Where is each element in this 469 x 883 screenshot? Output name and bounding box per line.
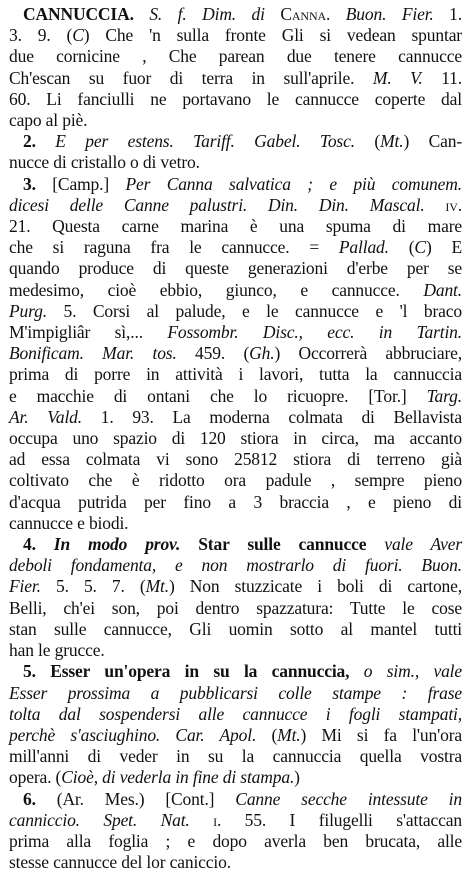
text-run: C [414, 237, 426, 258]
text-run: ad essa colmata vi sono 25812 stiora di terreno già [9, 449, 462, 470]
text-run: nucce di cristallo o di vetro. [9, 152, 200, 173]
text-line [9, 46, 462, 67]
text-run: Fier. [9, 576, 41, 597]
text-run: ( [388, 237, 415, 258]
text-run: CANNUCCIA. [23, 4, 150, 24]
text-line [9, 131, 462, 152]
text-run: vale Aver [366, 534, 462, 555]
text-run: M. V. [372, 67, 423, 88]
text-run: mill'anni di veder in su la cannuccia quella vostra [9, 746, 462, 767]
text-line [9, 174, 462, 195]
text-run: Esser un'opera in su la cannuccia, [50, 661, 350, 682]
text-run: canniccio. Spet. Nat. [9, 809, 190, 830]
text-run: che si raguna fra le cannucce. = [9, 237, 339, 258]
text-run: deboli fondamenta, e non mostrarlo di fuori. Buon. [9, 555, 462, 576]
text-line [9, 280, 462, 301]
text-run: Bonificam. Mar. tos. [9, 343, 177, 364]
text-run: Dant. [423, 279, 462, 300]
text-run: ) [294, 767, 300, 788]
text-run: ) Che 'n sulla fronte Gli si vedean spuntar [83, 25, 462, 46]
text-run: Mt. [277, 724, 301, 745]
text-run: 11. [422, 67, 462, 88]
text-run: Ar. Vald. [9, 406, 82, 427]
text-run: C [72, 25, 84, 46]
text-run: 3. 9. ( [9, 25, 73, 46]
text-run [190, 810, 213, 830]
text-run: 5. [23, 661, 51, 682]
text-run: Purg. [9, 300, 47, 321]
text-line [9, 619, 462, 640]
text-run: o sim., vale [349, 661, 462, 682]
text-line [9, 343, 462, 364]
text-run: occupa uno spazio di 120 stiora in circa, ma accanto [9, 428, 462, 449]
text-run: Canne secche intessute in [235, 788, 462, 809]
text-run: Gh. [249, 343, 275, 364]
text-line [9, 25, 462, 46]
text-run: 1. 93. La moderna colmata di Bellavista [81, 406, 462, 427]
text-run: ) Mi si fa l'un'ora [300, 724, 463, 745]
text-line [9, 746, 462, 767]
text-line [9, 407, 462, 428]
text-line [9, 555, 462, 576]
text-run: prima alla foglia ; e dopo averla ben brucata, alle [9, 830, 462, 851]
text-run: (Ar. Mes.) [Cont.] [56, 788, 236, 809]
text-line [9, 322, 462, 343]
text-run: 3. [23, 173, 53, 194]
text-line [9, 831, 462, 852]
text-run: perchè s'asciughino. Car. Apol. [9, 724, 257, 745]
text-line [9, 216, 462, 237]
text-run: 60. Li fanciulli ne portavano le cannucce coperte dal [9, 88, 462, 109]
text-line [9, 89, 462, 110]
text-run: Mt. [145, 576, 169, 597]
text-run: prima di porre in attività i lavori, tutta la cannuccia [9, 364, 462, 385]
text-run: Belli, ch'ei son, poi dentro spazzatura: Tutte le cose [9, 597, 462, 618]
text-run: capo al piè. [9, 110, 88, 131]
text-run: 1. [433, 4, 462, 24]
text-line [9, 68, 462, 89]
text-run: 5. Corsi al palude, e le cannucce e 'l braco [46, 300, 462, 321]
text-line [9, 237, 462, 258]
text-run: Per Canna salvatica ; e più comunem. [125, 173, 462, 194]
text-line [9, 386, 462, 407]
text-line [9, 258, 462, 279]
text-run: ) E [425, 237, 462, 258]
text-run: S. f. Dim. di [149, 4, 281, 24]
text-line [9, 470, 462, 491]
text-line [9, 492, 462, 513]
text-line [9, 704, 462, 725]
text-run: 459. ( [176, 343, 250, 364]
text-line [9, 4, 462, 25]
text-run: dicesi delle Canne palustri. Din. Din. Mascal. [9, 194, 425, 215]
text-run: medesimo, cioè ebbio, giunco, e cannucce. [9, 279, 424, 300]
text-run: E per estens. Tariff. Gabel. Tosc. [55, 131, 355, 152]
text-run: In modo prov. [53, 534, 181, 555]
text-line [9, 661, 462, 682]
text-run: stan sulle cannucce, Gli uomin sotto al mantel tutti [9, 618, 462, 639]
text-run: . 55. I filugelli s'attaccan [216, 809, 462, 830]
text-run: iv. [424, 194, 463, 215]
text-run: [Camp.] [52, 173, 126, 194]
text-line [9, 364, 462, 385]
text-run: stesse cannucce del lor caniccio. [9, 852, 231, 873]
text-run: 5. 5. 7. ( [40, 576, 146, 597]
text-run: i [213, 809, 217, 830]
text-run: M'impigliâr sì,... [9, 322, 168, 343]
text-line [9, 598, 462, 619]
text-run: ( [256, 724, 278, 745]
text-line [9, 110, 462, 131]
text-run: 6. [23, 788, 57, 809]
text-run: cannucce e biodi. [9, 512, 129, 533]
text-run: Cioè, di vederla in fine di stampa. [61, 767, 295, 788]
text-run: ) Occorrerà abbruciare, [274, 343, 462, 364]
text-run: coltivato che è ridotto ora padule , sempre pieno [9, 470, 462, 491]
text-run: quando produce di queste generazioni d'erbe per se [9, 258, 462, 279]
text-line [9, 852, 462, 873]
text-line [9, 513, 462, 534]
text-run: Star sulle cannucce [198, 534, 367, 555]
text-run: Buon. Fier. [345, 4, 434, 24]
text-run [180, 534, 198, 554]
text-line [9, 195, 462, 216]
text-line [9, 534, 462, 555]
text-run: 2. [23, 131, 56, 152]
text-run: . [325, 4, 346, 24]
text-run: ) Non stuzzicate i boli di cartone, [168, 576, 462, 597]
text-run: Mt. [380, 131, 404, 152]
text-line [9, 683, 462, 704]
text-run: han le grucce. [9, 640, 105, 661]
text-line [9, 301, 462, 322]
text-run: e macchie di ontani che lo ricuopre. [Tor.] [9, 385, 427, 406]
text-line [9, 428, 462, 449]
text-line [9, 767, 462, 788]
text-run: 21. Questa carne marina è una spuma di mare [9, 216, 462, 237]
text-run: tolta dal sospendersi alle cannucce i fogli stampati, [9, 703, 462, 724]
text-line [9, 152, 462, 173]
text-line [9, 640, 462, 661]
text-run: d'acqua putrida per fino a 3 braccia , e pieno di [9, 491, 462, 512]
text-run: ( [354, 131, 381, 152]
text-run: Canna [280, 4, 326, 24]
text-line [9, 449, 462, 470]
text-line [9, 789, 462, 810]
text-run: Esser prossima a pubblicarsi colle stampe : frase [9, 682, 462, 703]
text-run: opera. ( [9, 767, 62, 788]
text-line [9, 576, 462, 597]
text-run: Fossombr. Disc., ecc. in Tartin. [167, 322, 462, 343]
text-run: due cornicine , Che parean due tenere cannucce [9, 46, 462, 67]
text-run: ) Can- [403, 131, 462, 152]
text-run: Targ. [426, 385, 462, 406]
text-line [9, 810, 462, 831]
text-run: 4. [23, 534, 54, 555]
text-run: Ch'escan su fuor di terra in sull'aprile. [9, 67, 373, 88]
text-run: Pallad. [338, 237, 389, 258]
text-line [9, 725, 462, 746]
